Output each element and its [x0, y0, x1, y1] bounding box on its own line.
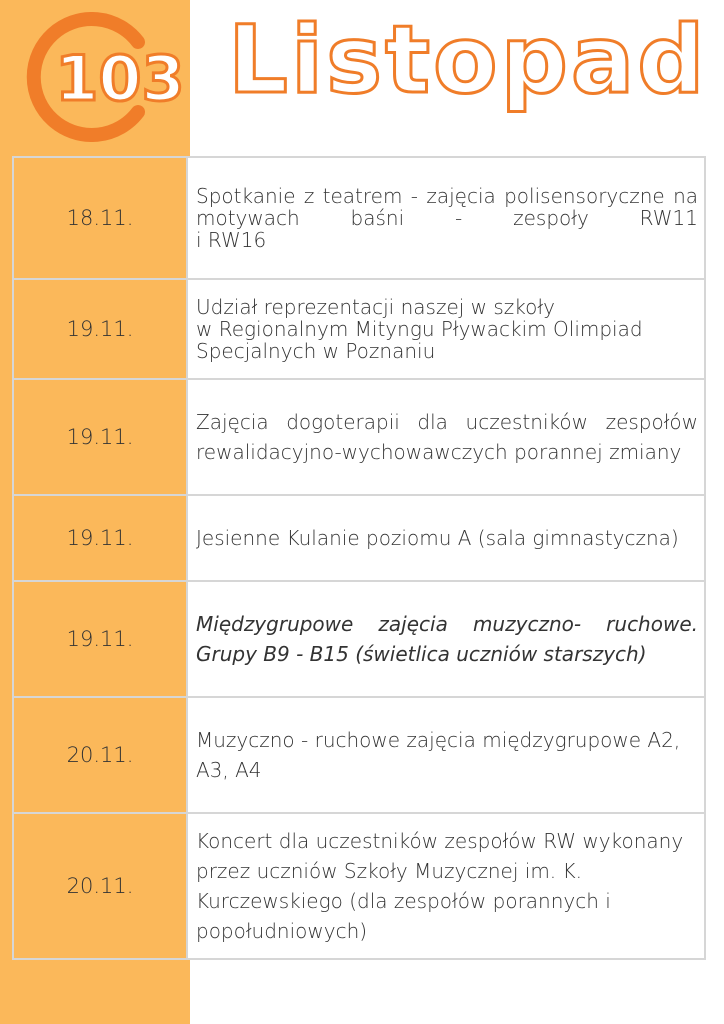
logo-number: 103: [55, 42, 185, 115]
event-description: [187, 581, 705, 697]
table-row: [13, 697, 705, 813]
table-row: [13, 813, 705, 959]
radio-103-logo: [20, 12, 190, 142]
event-date: 19.11.: [13, 495, 187, 581]
event-description: [187, 279, 705, 379]
event-date: 20.11.: [13, 813, 187, 959]
table-row: [13, 581, 705, 697]
table-row: [13, 157, 705, 279]
event-text-line: Międzygrupowe zajęcia muzyczno- ruchowe. Grupy B9 - B15 (świetlica uczniów starszych): [196, 612, 698, 666]
event-description: [187, 813, 705, 959]
event-description: [187, 495, 705, 581]
event-text-line: Koncert dla uczestników zespołów RW wykonany przez uczniów Szkoły Muzycznej im. K. Kurczewskiego (dla zespołów porannych i popołudniowych): [196, 829, 684, 943]
event-description: [187, 379, 705, 495]
logo-graphic: [20, 12, 190, 142]
event-text-line: Jesienne Kulanie poziomu A (sala gimnastyczna): [196, 526, 679, 550]
page-title: Listopad: [228, 6, 708, 115]
event-description: [187, 697, 705, 813]
event-date: 19.11.: [13, 379, 187, 495]
table-row: [13, 379, 705, 495]
table-row: [13, 495, 705, 581]
event-date: 19.11.: [13, 279, 187, 379]
event-text-line: Muzyczno - ruchowe zajęcia międzygrupowe A2, A3, A4: [196, 728, 681, 782]
event-text-line: w Regionalnym Mityngu Pływackim Olimpiad Specjalnych w Poznaniu: [196, 317, 643, 363]
event-description: [187, 157, 705, 279]
event-date: 19.11.: [13, 581, 187, 697]
table-row: [13, 279, 705, 379]
event-date: 20.11.: [13, 697, 187, 813]
event-text-line: Zajęcia dogoterapii dla uczestników zespołów rewalidacyjno-wychowawczych porannej zmiany: [196, 410, 698, 464]
event-text-line: Spotkanie z teatrem - zajęcia polisensoryczne na motywach baśni - zespoły RW11: [196, 184, 698, 230]
event-date: 18.11.: [13, 157, 187, 279]
event-text-line: Udział reprezentacji naszej w szkoły: [196, 295, 555, 319]
event-text-line: i RW16: [196, 228, 267, 252]
event-schedule-table: [12, 156, 706, 960]
